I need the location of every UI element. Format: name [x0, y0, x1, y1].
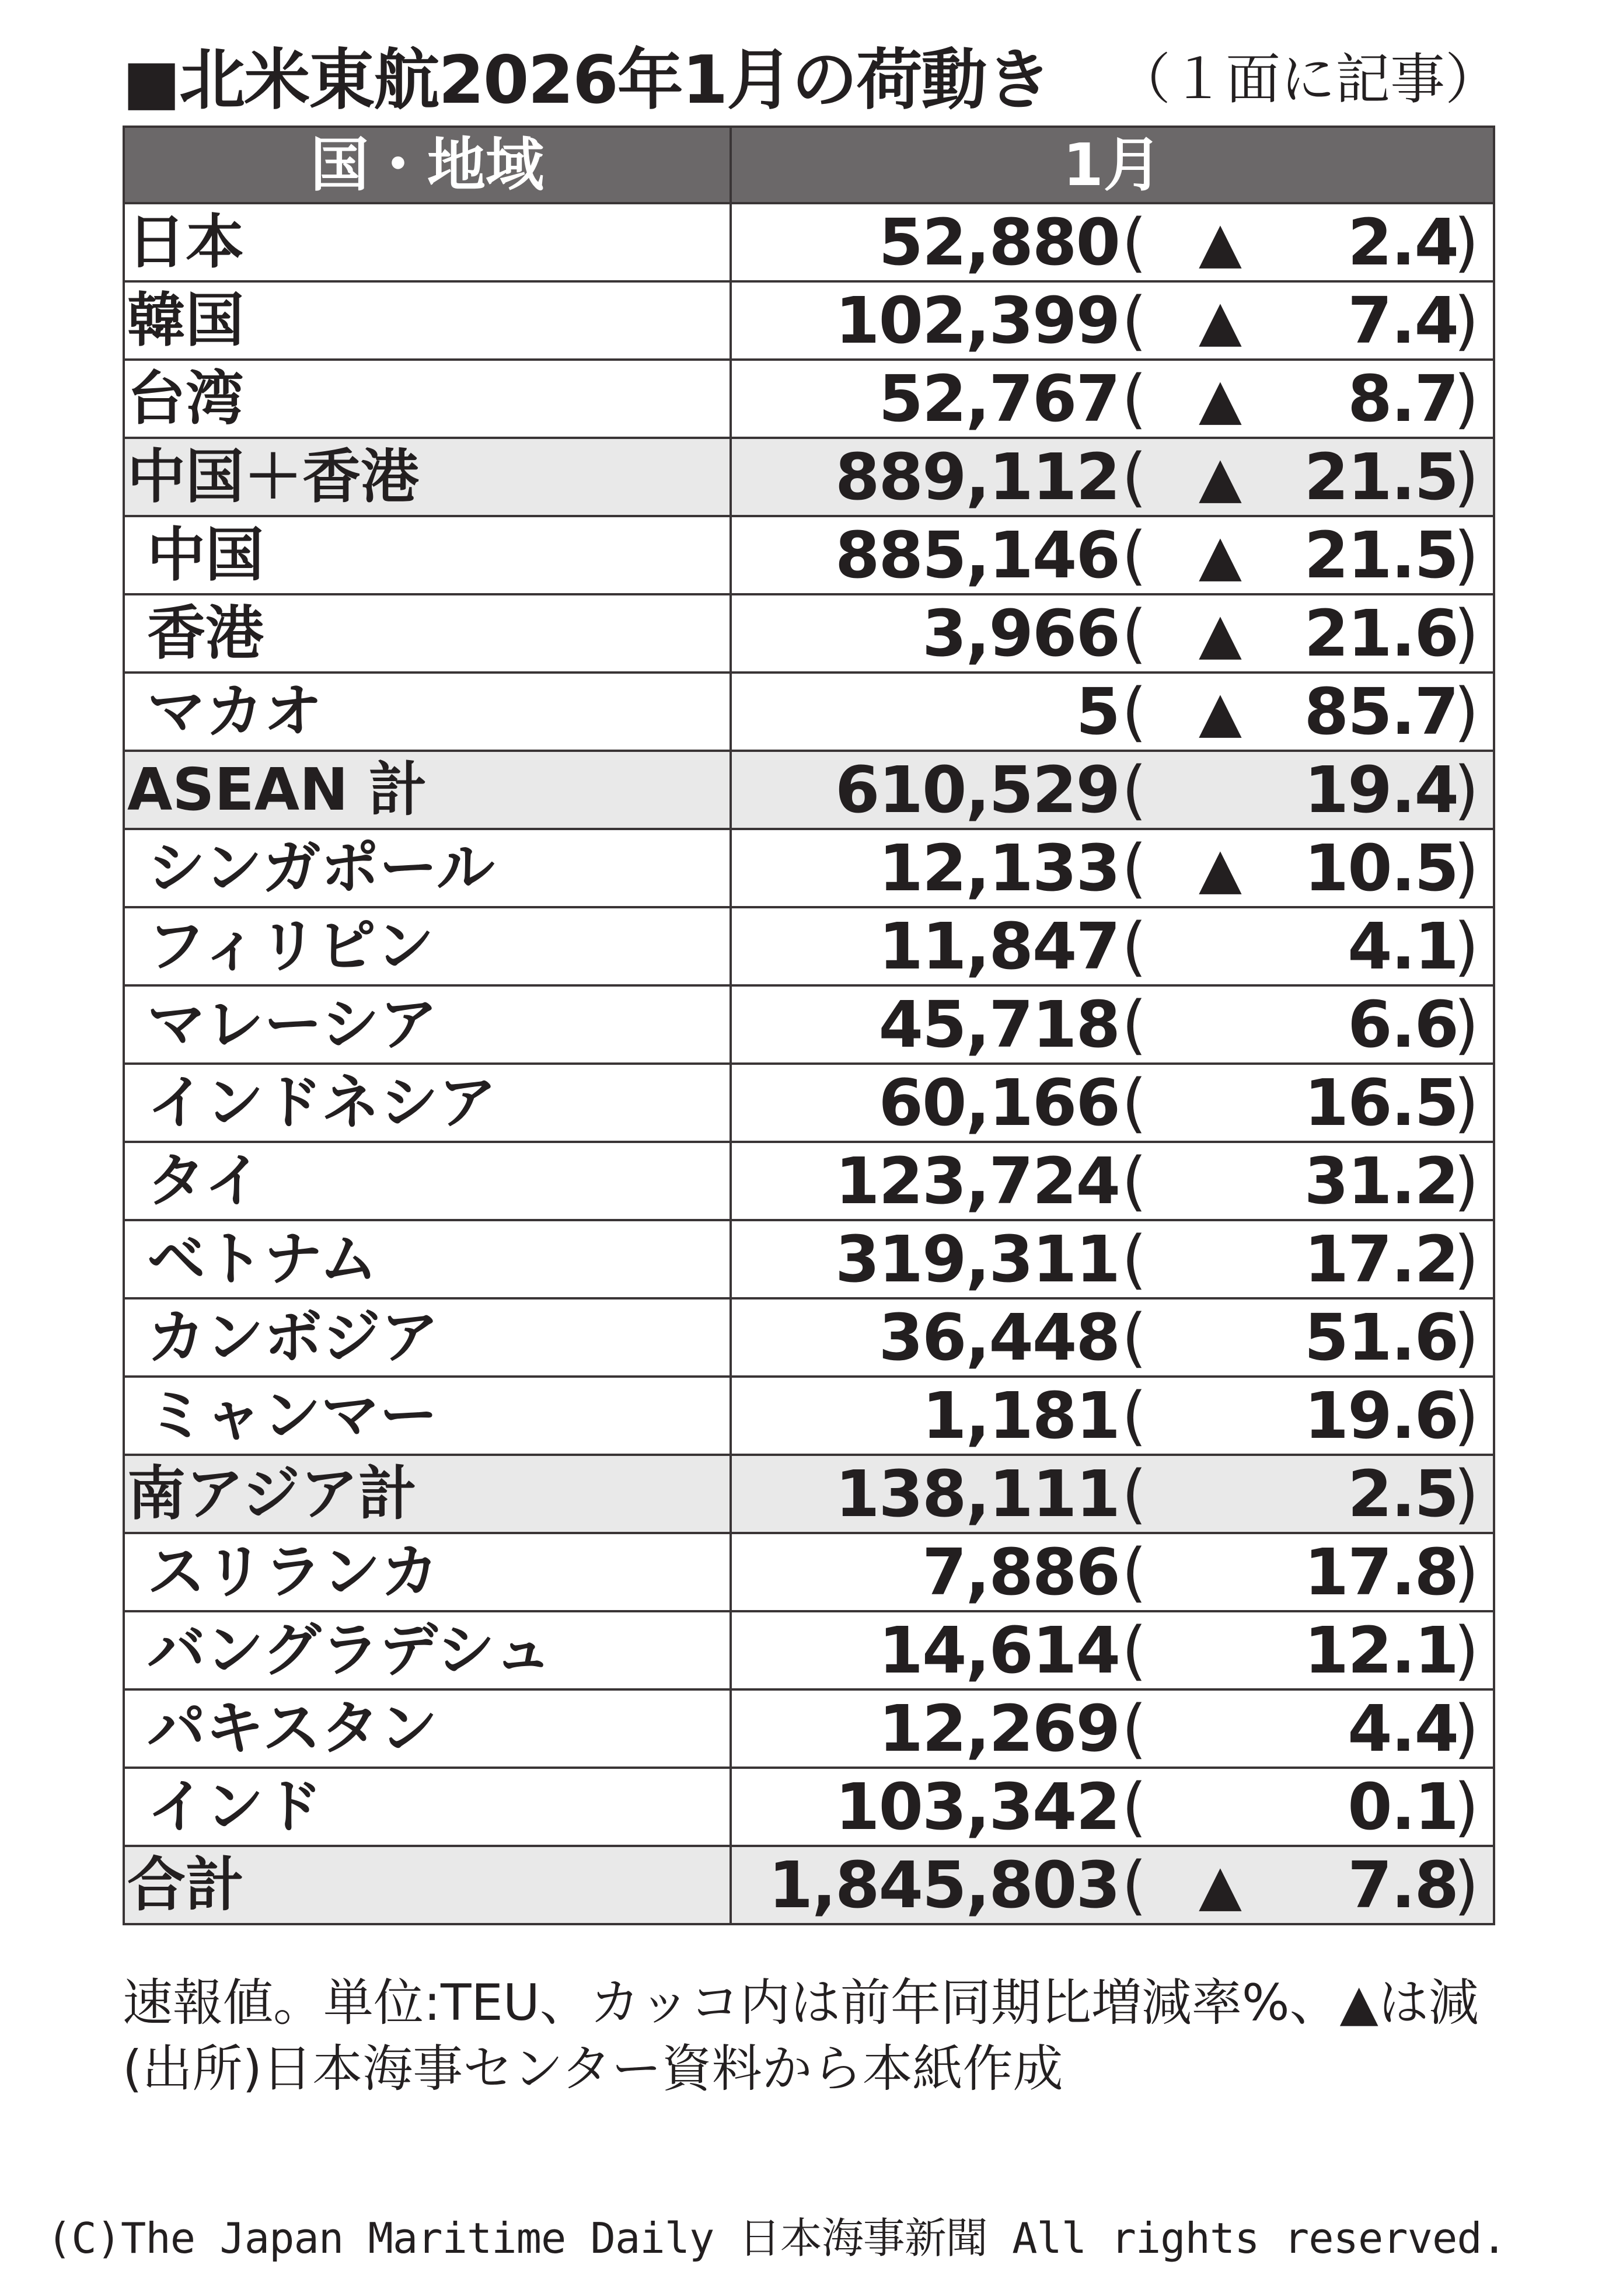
- close-paren: ): [1454, 1378, 1479, 1453]
- value-cell: [731, 1298, 1494, 1377]
- teu-value: 12,269: [878, 1691, 1119, 1766]
- value-cell: [731, 1220, 1494, 1298]
- teu-value: 885,146: [835, 518, 1119, 593]
- change-percent: 2.5: [1348, 1457, 1458, 1531]
- change-percent: 16.5: [1304, 1065, 1458, 1140]
- value-cell: [731, 203, 1494, 281]
- note-source-line: (出所)日本海事センター資料から本紙作成: [123, 2040, 1063, 2098]
- open-paren: (: [1122, 1065, 1147, 1140]
- change-percent: 7.8: [1348, 1848, 1458, 1922]
- region-name-cell: カンボジア: [124, 1298, 731, 1377]
- value-cell: [731, 1533, 1494, 1611]
- close-paren: ): [1454, 1769, 1479, 1844]
- region-name-cell: インドネシア: [124, 1064, 731, 1142]
- teu-value: 889,112: [835, 440, 1119, 514]
- change-percent: 19.4: [1304, 752, 1458, 827]
- region-name-cell: ASEAN 計: [124, 751, 731, 829]
- open-paren: (: [1122, 1769, 1147, 1844]
- table-row: [124, 751, 1494, 829]
- close-paren: ): [1454, 440, 1479, 514]
- open-paren: (: [1122, 1613, 1147, 1688]
- change-percent: 0.1: [1348, 1769, 1458, 1844]
- close-paren: ): [1454, 831, 1479, 905]
- value-cell: [731, 1455, 1494, 1533]
- teu-value: 610,529: [835, 752, 1119, 827]
- open-paren: (: [1122, 1457, 1147, 1531]
- region-name-cell: インド: [124, 1768, 731, 1846]
- open-paren: (: [1122, 518, 1147, 593]
- table-row: [124, 594, 1494, 673]
- close-paren: ): [1454, 1613, 1479, 1688]
- change-percent: 19.6: [1304, 1378, 1458, 1453]
- close-paren: ): [1454, 1848, 1479, 1922]
- value-cell: [731, 985, 1494, 1064]
- value-cell: [731, 907, 1494, 985]
- decrease-triangle-icon: ▲: [1199, 288, 1242, 353]
- region-name-cell: マカオ: [124, 673, 731, 751]
- close-paren: ): [1454, 752, 1479, 827]
- value-cell: [731, 360, 1494, 438]
- note-unit-line: 速報値。単位:TEU、カッコ内は前年同期比増減率%、▲は減: [123, 1974, 1479, 2032]
- table-row: [124, 1689, 1494, 1768]
- table-header-row: [124, 127, 1494, 203]
- open-paren: (: [1122, 205, 1147, 280]
- teu-value: 1,845,803: [768, 1848, 1119, 1922]
- region-name-cell: スリランカ: [124, 1533, 731, 1611]
- table-row: [124, 516, 1494, 594]
- change-percent: 21.6: [1304, 596, 1458, 671]
- change-percent: 21.5: [1304, 518, 1458, 593]
- open-paren: (: [1122, 283, 1147, 358]
- table-row: [124, 985, 1494, 1064]
- region-name-cell: ミャンマー: [124, 1377, 731, 1455]
- teu-value: 52,880: [878, 205, 1119, 280]
- table-row: [124, 1064, 1494, 1142]
- open-paren: (: [1122, 596, 1147, 671]
- cargo-table: [123, 126, 1495, 1925]
- header-region: 国・地域: [124, 127, 731, 203]
- value-cell: [731, 516, 1494, 594]
- table-row: [124, 203, 1494, 281]
- teu-value: 7,886: [922, 1535, 1119, 1609]
- open-paren: (: [1122, 440, 1147, 514]
- change-percent: 17.2: [1304, 1222, 1458, 1297]
- value-cell: [731, 751, 1494, 829]
- value-cell: [731, 1142, 1494, 1220]
- cargo-table-container: [123, 126, 1493, 1925]
- change-percent: 10.5: [1304, 831, 1458, 905]
- change-percent: 17.8: [1304, 1535, 1458, 1609]
- value-cell: [731, 594, 1494, 673]
- decrease-triangle-icon: ▲: [1199, 210, 1242, 275]
- region-name-cell: 香港: [124, 594, 731, 673]
- teu-value: 45,718: [878, 987, 1119, 1062]
- table-row: [124, 1533, 1494, 1611]
- change-percent: 4.4: [1348, 1691, 1458, 1766]
- region-name-cell: 南アジア計: [124, 1455, 731, 1533]
- close-paren: ): [1454, 1691, 1479, 1766]
- region-name-cell: マレーシア: [124, 985, 731, 1064]
- value-cell: [731, 281, 1494, 360]
- open-paren: (: [1122, 1144, 1147, 1218]
- open-paren: (: [1122, 1848, 1147, 1922]
- close-paren: ): [1454, 361, 1479, 436]
- open-paren: (: [1122, 987, 1147, 1062]
- close-paren: ): [1454, 283, 1479, 358]
- open-paren: (: [1122, 674, 1147, 749]
- value-cell: [731, 1689, 1494, 1768]
- copyright-notice: (C)The Japan Maritime Daily 日本海事新聞 All rights reserved.: [47, 2214, 1507, 2263]
- teu-value: 5: [1076, 674, 1119, 749]
- value-cell: [731, 1846, 1494, 1924]
- close-paren: ): [1454, 205, 1479, 280]
- change-percent: 21.5: [1304, 440, 1458, 514]
- teu-value: 3,966: [922, 596, 1119, 671]
- teu-value: 319,311: [835, 1222, 1119, 1297]
- table-row: [124, 907, 1494, 985]
- teu-value: 12,133: [878, 831, 1119, 905]
- table-row: [124, 281, 1494, 360]
- table-notes: [123, 1970, 1523, 2102]
- close-paren: ): [1454, 674, 1479, 749]
- article-reference: （１面に記事）: [1115, 48, 1500, 112]
- table-row: [124, 1298, 1494, 1377]
- close-paren: ): [1454, 1065, 1479, 1140]
- region-name-cell: バングラデシュ: [124, 1611, 731, 1689]
- change-percent: 7.4: [1348, 283, 1458, 358]
- change-percent: 51.6: [1304, 1300, 1458, 1375]
- teu-value: 60,166: [878, 1065, 1119, 1140]
- close-paren: ): [1454, 596, 1479, 671]
- table-row: [124, 1846, 1494, 1924]
- open-paren: (: [1122, 1222, 1147, 1297]
- table-row: [124, 1768, 1494, 1846]
- open-paren: (: [1122, 909, 1147, 984]
- open-paren: (: [1122, 831, 1147, 905]
- change-percent: 31.2: [1304, 1144, 1458, 1218]
- value-cell: [731, 829, 1494, 907]
- title-row: [123, 36, 1500, 124]
- table-row: [124, 1142, 1494, 1220]
- decrease-triangle-icon: ▲: [1199, 601, 1242, 666]
- value-cell: [731, 1377, 1494, 1455]
- value-cell: [731, 1064, 1494, 1142]
- teu-value: 11,847: [878, 909, 1119, 984]
- table-row: [124, 438, 1494, 516]
- decrease-triangle-icon: ▲: [1199, 1852, 1242, 1918]
- decrease-triangle-icon: ▲: [1199, 835, 1242, 901]
- title-square-marker: ■: [123, 46, 180, 117]
- teu-value: 36,448: [878, 1300, 1119, 1375]
- table-body: [124, 203, 1494, 1924]
- region-name-cell: 中国: [124, 516, 731, 594]
- region-name-cell: タイ: [124, 1142, 731, 1220]
- value-cell: [731, 438, 1494, 516]
- close-paren: ): [1454, 1300, 1479, 1375]
- region-name-cell: 合計: [124, 1846, 731, 1924]
- close-paren: ): [1454, 1535, 1479, 1609]
- decrease-triangle-icon: ▲: [1199, 522, 1242, 588]
- title-text: 北米東航2026年1月の荷動き: [179, 41, 1051, 119]
- change-percent: 85.7: [1304, 674, 1458, 749]
- region-name-cell: 日本: [124, 203, 731, 281]
- table-row: [124, 829, 1494, 907]
- decrease-triangle-icon: ▲: [1199, 366, 1242, 431]
- open-paren: (: [1122, 1691, 1147, 1766]
- close-paren: ): [1454, 518, 1479, 593]
- table-row: [124, 1611, 1494, 1689]
- region-name-cell: シンガポール: [124, 829, 731, 907]
- region-name-cell: 韓国: [124, 281, 731, 360]
- region-name-cell: ベトナム: [124, 1220, 731, 1298]
- table-row: [124, 1455, 1494, 1533]
- open-paren: (: [1122, 1535, 1147, 1609]
- open-paren: (: [1122, 361, 1147, 436]
- change-percent: 4.1: [1348, 909, 1458, 984]
- teu-value: 52,767: [878, 361, 1119, 436]
- region-name-cell: フィリピン: [124, 907, 731, 985]
- change-percent: 6.6: [1348, 987, 1458, 1062]
- change-percent: 2.4: [1348, 205, 1458, 280]
- header-month: 1月: [731, 127, 1494, 203]
- close-paren: ): [1454, 909, 1479, 984]
- teu-value: 102,399: [835, 283, 1119, 358]
- table-row: [124, 1377, 1494, 1455]
- change-percent: 12.1: [1304, 1613, 1458, 1688]
- region-name-cell: 中国＋香港: [124, 438, 731, 516]
- teu-value: 138,111: [835, 1457, 1119, 1531]
- teu-value: 103,342: [835, 1769, 1119, 1844]
- teu-value: 14,614: [878, 1613, 1119, 1688]
- table-row: [124, 360, 1494, 438]
- page-title: [123, 36, 1050, 126]
- region-name-cell: パキスタン: [124, 1689, 731, 1768]
- table-row: [124, 673, 1494, 751]
- value-cell: [731, 673, 1494, 751]
- open-paren: (: [1122, 1300, 1147, 1375]
- close-paren: ): [1454, 1144, 1479, 1218]
- open-paren: (: [1122, 1378, 1147, 1453]
- region-name-cell: 台湾: [124, 360, 731, 438]
- change-percent: 8.7: [1348, 361, 1458, 436]
- teu-value: 1,181: [922, 1378, 1119, 1453]
- close-paren: ): [1454, 1457, 1479, 1531]
- close-paren: ): [1454, 1222, 1479, 1297]
- decrease-triangle-icon: ▲: [1199, 444, 1242, 510]
- table-row: [124, 1220, 1494, 1298]
- close-paren: ): [1454, 987, 1479, 1062]
- open-paren: (: [1122, 752, 1147, 827]
- decrease-triangle-icon: ▲: [1199, 679, 1242, 744]
- value-cell: [731, 1611, 1494, 1689]
- value-cell: [731, 1768, 1494, 1846]
- teu-value: 123,724: [835, 1144, 1119, 1218]
